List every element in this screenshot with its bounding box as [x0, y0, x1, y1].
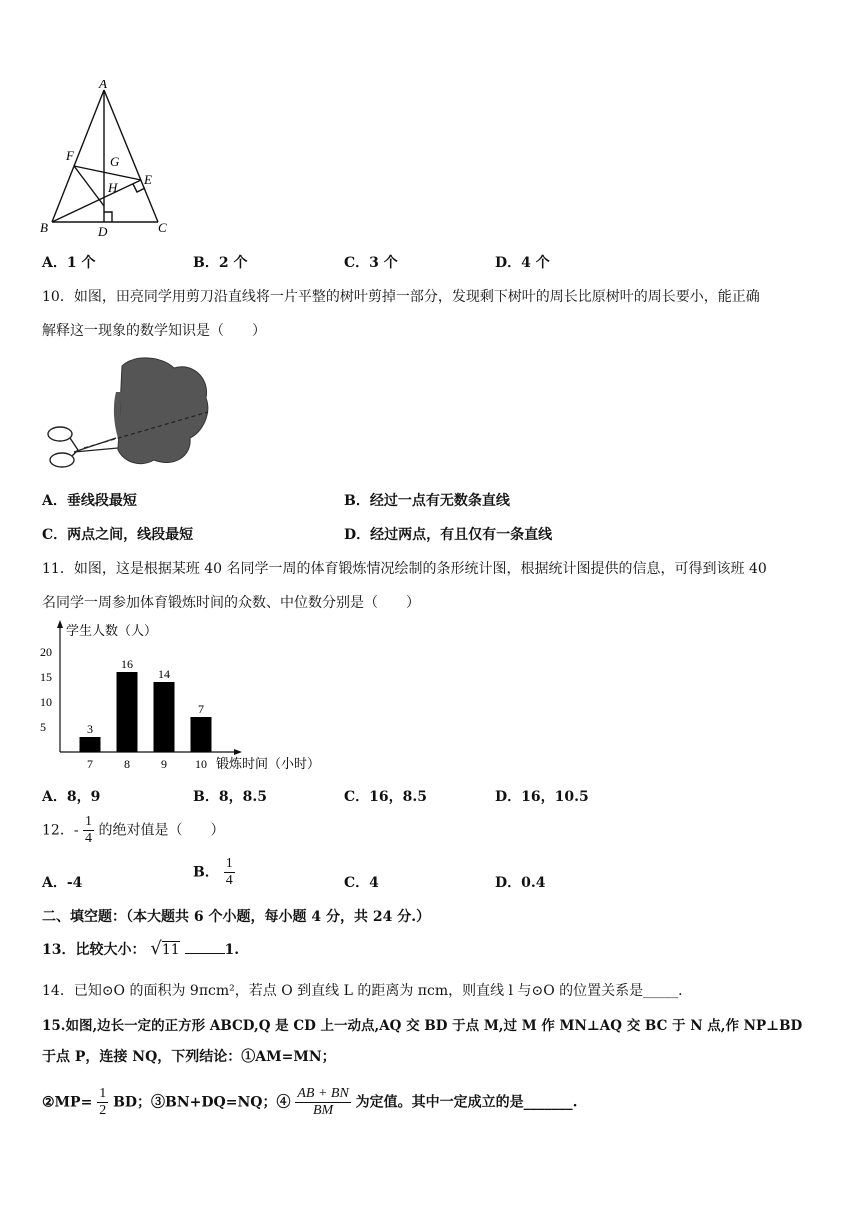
x-tick-label: 8	[124, 757, 130, 771]
q13	[42, 938, 239, 959]
q10-option-a[interactable]: A．垂线段最短	[42, 493, 137, 509]
q12-frac-den: 4	[85, 831, 92, 846]
bar-value-label: 7	[198, 702, 204, 716]
bar-value-label: 16	[121, 657, 133, 671]
label-H: H	[108, 180, 118, 195]
bar-value-label: 14	[158, 667, 170, 681]
bar	[117, 672, 138, 752]
q12-suffix: 的绝对值是（ ）	[98, 822, 225, 839]
q10-option-d[interactable]: D．经过两点，有且仅有一条直线	[344, 527, 553, 543]
q12-stem	[42, 814, 224, 847]
y-tick-label: 15	[40, 670, 52, 684]
q13-suffix: 1.	[224, 942, 240, 958]
q11-stem-line2: 名同学一周参加体育锻炼时间的众数、中位数分别是（ ）	[42, 595, 420, 611]
x-axis-arrow	[234, 749, 242, 755]
q12-option-b-num: 1	[225, 856, 233, 871]
q9-option-d[interactable]: D．4 个	[495, 255, 550, 271]
sqrt-symbol: √	[150, 938, 162, 959]
label-B: B	[40, 220, 48, 235]
q15-l3-a: ②MP=	[42, 1094, 93, 1111]
bar	[191, 717, 212, 752]
x-axis-label: 锻炼时间（小时）	[216, 756, 321, 771]
q11-option-d[interactable]: D．16，10.5	[495, 789, 589, 805]
label-D: D	[98, 224, 108, 239]
q12-option-a[interactable]: A．-4	[42, 875, 83, 891]
q11-stem-line1: 11．如图，这是根据某班 40 名同学一周的体育锻炼情况绘制的条形统计图，根据统计图提供的信息，可得到该班 40	[42, 561, 767, 577]
q9-option-a[interactable]: A．1 个	[42, 255, 96, 271]
bar	[154, 682, 175, 752]
q13-blank[interactable]	[185, 953, 225, 954]
q13-prefix: 13．比较大小：	[42, 942, 146, 958]
label-C: C	[158, 220, 167, 235]
q12-frac-num: 1	[85, 814, 92, 829]
y-axis-arrow	[57, 620, 63, 628]
q12-option-b-prefix: B．	[193, 864, 219, 881]
bar-value-label: 3	[87, 722, 93, 736]
q12-fraction	[83, 814, 94, 847]
q10-stem-line1: 10．如图，田亮同学用剪刀沿直线将一片平整的树叶剪掉一部分，发现剩下树叶的周长比原树叶的周长要小，能正确	[42, 289, 760, 305]
q9-option-c[interactable]: C．3 个	[344, 255, 398, 271]
q12-option-b-fraction	[224, 856, 235, 889]
q15-half-num: 1	[99, 1086, 107, 1101]
q15-line2: 于点 P，连接 NQ，下列结论：①AM=MN；	[42, 1049, 336, 1065]
q15-line3	[42, 1086, 578, 1119]
q15-ratio-fraction	[295, 1086, 350, 1119]
q12-prefix: 12．-	[42, 822, 79, 839]
leaf-scissors-figure	[44, 352, 214, 482]
label-F: F	[66, 148, 74, 163]
q15-line1: 15.如图,边长一定的正方形 ABCD,Q 是 CD 上一动点,AQ 交 BD 于点 M,过 M 作 MN⊥AQ 交 BC 于 N 点,作 NP⊥BD	[42, 1018, 803, 1034]
q12-option-b-den: 4	[225, 873, 233, 888]
q11-option-b[interactable]: B．8，8.5	[193, 789, 267, 805]
q12-option-c[interactable]: C．4	[344, 875, 379, 891]
x-tick-label: 9	[161, 757, 167, 771]
label-G: G	[110, 154, 120, 169]
bar	[80, 737, 101, 752]
y-tick-label: 10	[40, 695, 52, 709]
y-tick-label: 20	[40, 645, 52, 659]
q14: 14．已知⊙O 的面积为 9πcm²，若点 O 到直线 L 的距离为 πcm，则直线 l 与⊙O 的位置关系是_____．	[42, 983, 693, 999]
y-tick-label: 5	[40, 720, 46, 734]
label-E: E	[144, 172, 152, 187]
section-heading: 二、填空题：（本大题共 6 个小题，每小题 4 分，共 24 分.）	[42, 909, 431, 925]
q11-option-a[interactable]: A．8，9	[42, 789, 101, 805]
triangle-figure	[36, 80, 176, 240]
q10-option-c[interactable]: C．两点之间，线段最短	[42, 527, 194, 543]
q15-half-den: 2	[99, 1103, 107, 1118]
y-axis-label: 学生人数（人）	[66, 623, 158, 638]
q12-option-b[interactable]	[193, 856, 235, 889]
x-tick-label: 10	[195, 757, 207, 771]
bar-chart	[30, 618, 340, 778]
q15-l3-c: 为定值。其中一定成立的是_______.	[355, 1094, 578, 1111]
q15-l3-b: BD；③BN+DQ=NQ；④	[113, 1094, 291, 1111]
x-tick-label: 7	[87, 757, 93, 771]
q10-stem-line2: 解释这一现象的数学知识是（ ）	[42, 323, 266, 339]
label-A: A	[99, 80, 107, 91]
q9-option-b[interactable]: B．2 个	[193, 255, 248, 271]
q15-half-fraction	[97, 1086, 108, 1119]
q10-option-b[interactable]: B．经过一点有无数条直线	[344, 493, 510, 509]
q11-option-c[interactable]: C．16，8.5	[344, 789, 427, 805]
q13-radicand: 11	[161, 942, 180, 958]
q12-option-d[interactable]: D．0.4	[495, 875, 546, 891]
q15-ratio-den: BM	[295, 1102, 350, 1119]
q15-ratio-num: AB + BN	[297, 1086, 349, 1101]
